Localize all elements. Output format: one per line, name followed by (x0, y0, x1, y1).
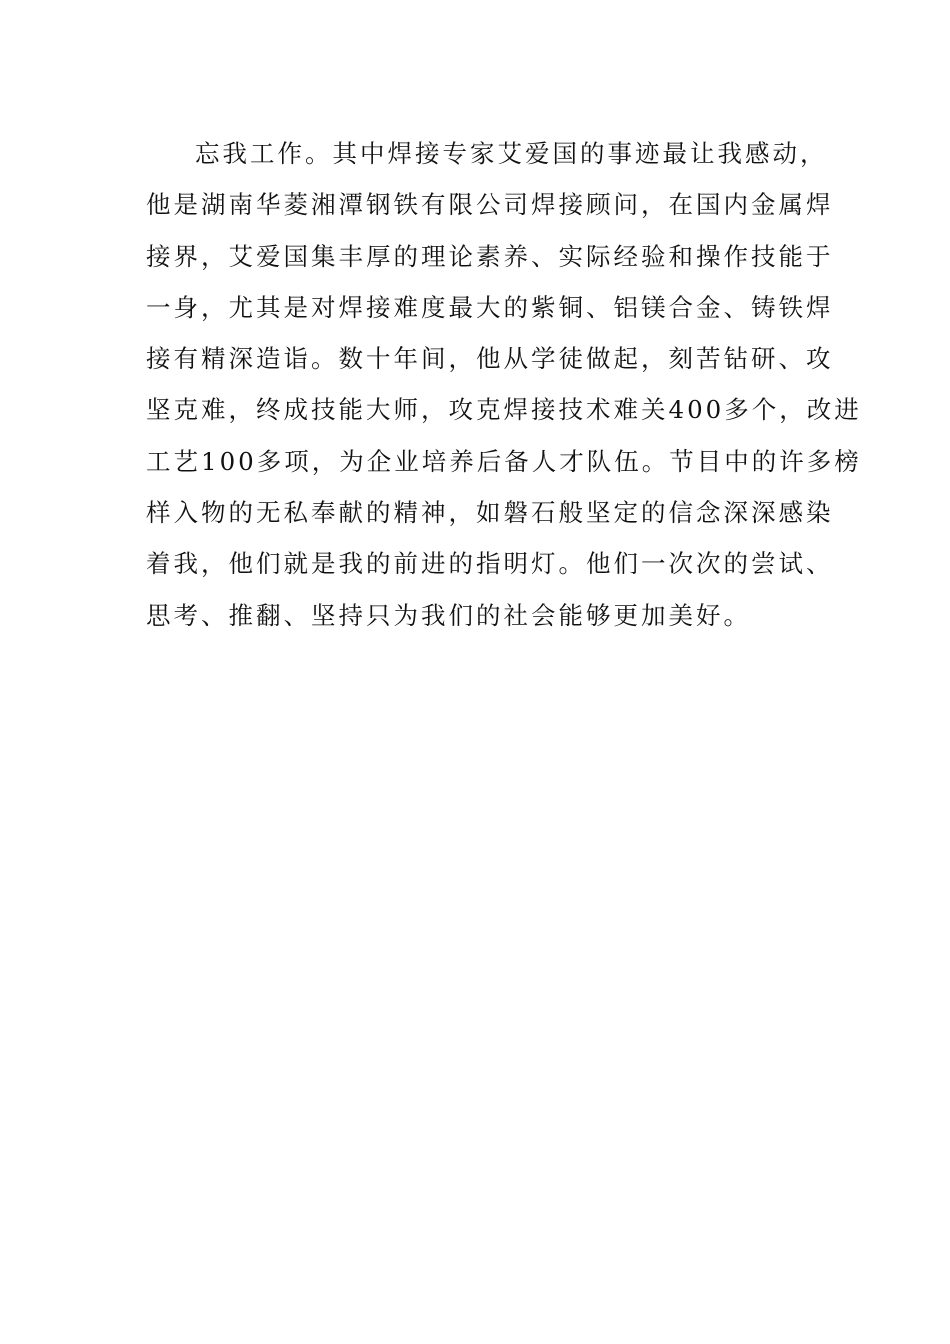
paragraph-line: 接有精深造诣。数十年间，他从学徒做起，刻苦钻研、攻 (146, 344, 834, 374)
paragraph-line: 他是湖南华菱湘潭钢铁有限公司焊接顾问，在国内金属焊 (146, 190, 834, 220)
paragraph-line: 忘我工作。其中焊接专家艾爱国的事迹最让我感动， (195, 139, 828, 168)
paragraph-line: 着我，他们就是我的前进的指明灯。他们一次次的尝试、 (146, 549, 834, 579)
paragraph-line: 样入物的无私奉献的精神，如磐石般坚定的信念深深感染 (146, 498, 834, 528)
body-paragraph (146, 128, 862, 641)
paragraph-line: 一身，尤其是对焊接难度最大的紫铜、铝镁合金、铸铁焊 (146, 292, 834, 322)
paragraph-line: 思考、推翻、坚持只为我们的社会能够更加美好。 (146, 600, 751, 630)
paragraph-line: 接界，艾爱国集丰厚的理论素养、实际经验和操作技能于 (146, 241, 834, 271)
paragraph-line: 坚克难，终成技能大师，攻克焊接技术难关400多个，改进 (146, 395, 862, 425)
paragraph-line: 工艺100多项，为企业培养后备人才队伍。节目中的许多榜 (146, 446, 862, 476)
